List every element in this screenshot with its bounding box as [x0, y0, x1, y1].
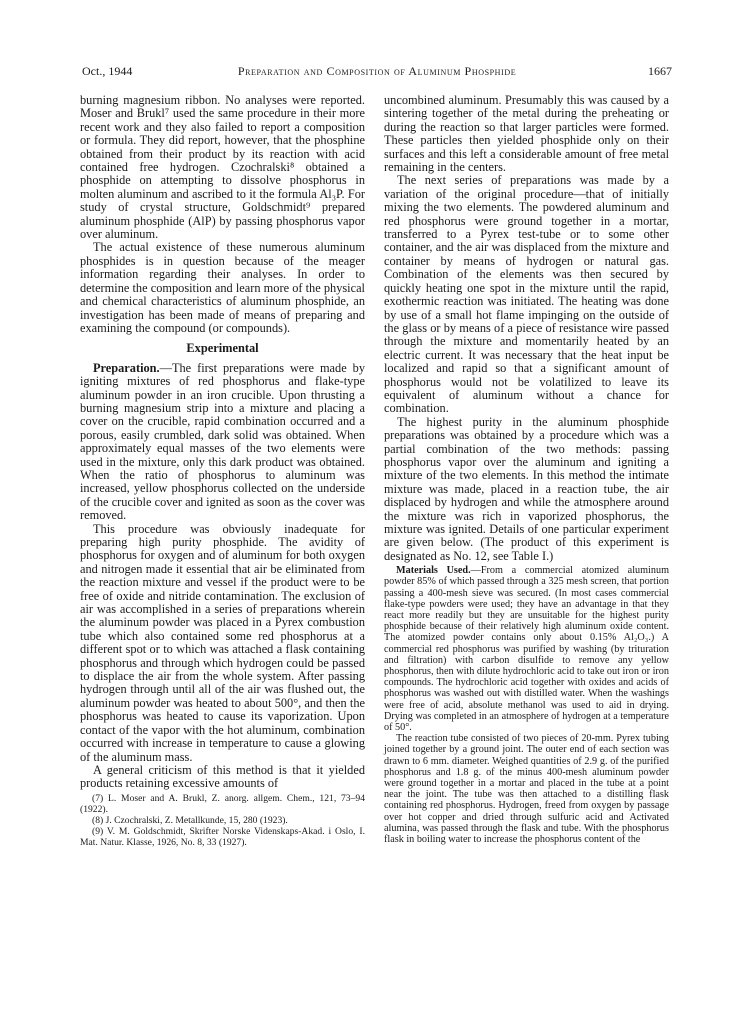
page-number: 1667	[648, 64, 672, 78]
materials-paragraph	[384, 565, 669, 733]
body-paragraph: This procedure was obviously inadequate for preparing high purity phosphide. The avidity of phosphorus for oxygen and of aluminum for both oxygen and nitrogen made it essential that air be eliminated from the reaction mixture and vessel if the product were to be free of oxide and nitride contamination. The exclusion of air was accomplished in a series of preparations wherein the aluminum powder was placed in a Pyrex combustion tube which also contained some red phosphorus at a different spot or to which was attached a flask containing phosphorus and through which hydrogen could be passed to displace the air from the whole system. After passing hydrogen through until all of the air was flushed out, the aluminum powder was heated to about 500°, and then the phosphorus was heated to cause its vaporization. Upon contact of the vapor with the hot aluminum, combination occurred with increase in temperature to cause a glowing of the aluminum mass.	[80, 521, 365, 764]
body-paragraph: burning magnesium ribbon. No analyses were reported. Moser and Brukl⁷ used the same procedure in their more recent work and they also failed to report a composition or formula. They did report, however, that the phosphine obtained from their product by its reaction with acid contained free hydrogen. Czochralski⁸ obtained a phosphide on attempting to dissolve phosphorus in molten aluminum and ascribed to it the formula Al₃P. For study of crystal structure, Goldschmidt⁹ prepared aluminum phosphide (AlP) by passing phosphorus vapor over aluminum.	[80, 93, 365, 242]
right-column	[384, 94, 669, 845]
body-paragraph: The next series of preparations was made by a variation of the original procedure—that of initially mixing the two elements. The powdered aluminum and red phosphorus were ground together in a mortar, transferred to a Pyrex test-tube or to some other container, and the air was displaced from the mixture and container by means of hydrogen or natural gas. Combination of the elements was then secured by quickly heating one spot in the mixture until the rapid, exothermic reaction was initiated. The heating was done by use of a small hot flame impinging on the outside of the glass or by means of a piece of resistance wire passed through the mixture and momentarily heated by an electric current. It was necessary that the heat input be localized and rapid so that a significant amount of phosphorus would not be volatilized to leave its equivalent of aluminum without a chance for combination.	[384, 173, 669, 416]
running-head	[82, 64, 672, 80]
body-paragraph: uncombined aluminum. Presumably this was caused by a sintering together of the metal during the preheating or during the reaction so that larger particles were formed. These particles then yielded phosphide only on their surfaces and this left a considerable amount of free metal remaining in the centers.	[384, 93, 669, 175]
preparation-paragraph	[80, 362, 365, 523]
issue-date: Oct., 1944	[82, 64, 133, 78]
footnotes	[80, 793, 365, 848]
body-paragraph: A general criticism of this method is that it yielded products retaining excessive amounts of	[80, 762, 365, 791]
body-paragraph: The highest purity in the aluminum phosphide preparations was obtained by a procedure which was a partial combination of the two methods: passing phosphorus vapor over the aluminum and igniting a mixture of the two elements. In this method the intimate mixture was made, placed in a reaction tube, the air displaced by hydrogen and while the atmosphere around the mixture was rich in vaporized phosphorus, the mixture was ignited. Details of one particular experiment are given below. (The product of this experiment is designated as No. 12, see Table I.)	[384, 414, 669, 563]
footnote: (9) V. M. Goldschmidt, Skrifter Norske Videnskaps-Akad. i Oslo, I. Mat. Natur. Klasse, 1926, No. 8, 33 (1927).	[80, 825, 365, 848]
materials-section	[384, 565, 669, 845]
body-paragraph: The actual existence of these numerous aluminum phosphides is in question because of the meager information regarding their analyses. In order to determine the composition and learn more of the physical and chemical characteristics of aluminum phosphide, an investigation has been made of means of preparing and examining the compound (or compounds).	[80, 240, 365, 335]
small-paragraph: The reaction tube consisted of two pieces of 20-mm. Pyrex tubing joined together by a ground joint. The outer end of each section was drawn to 6 mm. diameter. Weighed quantities of 2.9 g. of the purified phosphorus and 1.8 g. of the minus 400-mesh aluminum powder were ground together in a mortar and placed in the tube at a point near the joint. The tube was then attached to a distilling flask containing red phosphorus. Hydrogen, freed from oxygen by passage over hot copper and dried through sulfuric acid and Activated alumina, was passed through the flask and tube. With the phosphorus flask in boiling water to increase the phosphorus content of the	[384, 733, 669, 846]
materials-label: Materials Used.	[396, 565, 471, 577]
footnote: (7) L. Moser and A. Brukl, Z. anorg. allgem. Chem., 121, 73–94 (1922).	[80, 792, 365, 815]
section-heading-experimental: Experimental	[186, 341, 259, 356]
running-title: Preparation and Composition of Aluminum Phosphide	[237, 64, 517, 78]
left-column	[80, 94, 365, 848]
materials-text: —From a commercial atomized aluminum powder 85% of which passed through a 325 mesh screen, that portion passing a 400-mesh sieve was secured. (In most cases commercial flake-type powders were used; they have an advantage in that they react more readily but they are unsuitable for the highest purity phosphide because of their relatively high aluminum oxide content. The atomized powder contains only about 0.15% Al₂O₃.) A commercial red phosphorus was purified by washing (by trituration and filtration) with carbon disulfide to remove any yellow phosphorus, then with dilute hydrochloric acid to take out iron or iron compounds. The hydrochloric acid together with oxides and acids of phosphorus was washed out with distilled water. When the washings were free of acid, absolute methanol was used to aid in drying. Drying was completed in an atmosphere of hydrogen at a temperature of 50°.	[384, 565, 669, 734]
preparation-label: Preparation.	[93, 360, 160, 375]
preparation-text: —The first preparations were made by igniting mixtures of red phosphorus and flake-type aluminum powder in an iron crucible. Upon thrusting a burning magnesium strip into a mixture and placing a cover on the crucible, rapid combination occurred and a porous, easily crumbled, dark solid was obtained. When approximately equal masses of the two elements were used in the mixture, only this dark product was obtained. When the ratio of phosphorus to aluminum was increased, yellow phosphorus collected on the underside of the crucible cover and ignited as soon as the cover was removed.	[80, 360, 365, 523]
footnote: (8) J. Czochralski, Z. Metallkunde, 15, 280 (1923).	[92, 814, 288, 826]
